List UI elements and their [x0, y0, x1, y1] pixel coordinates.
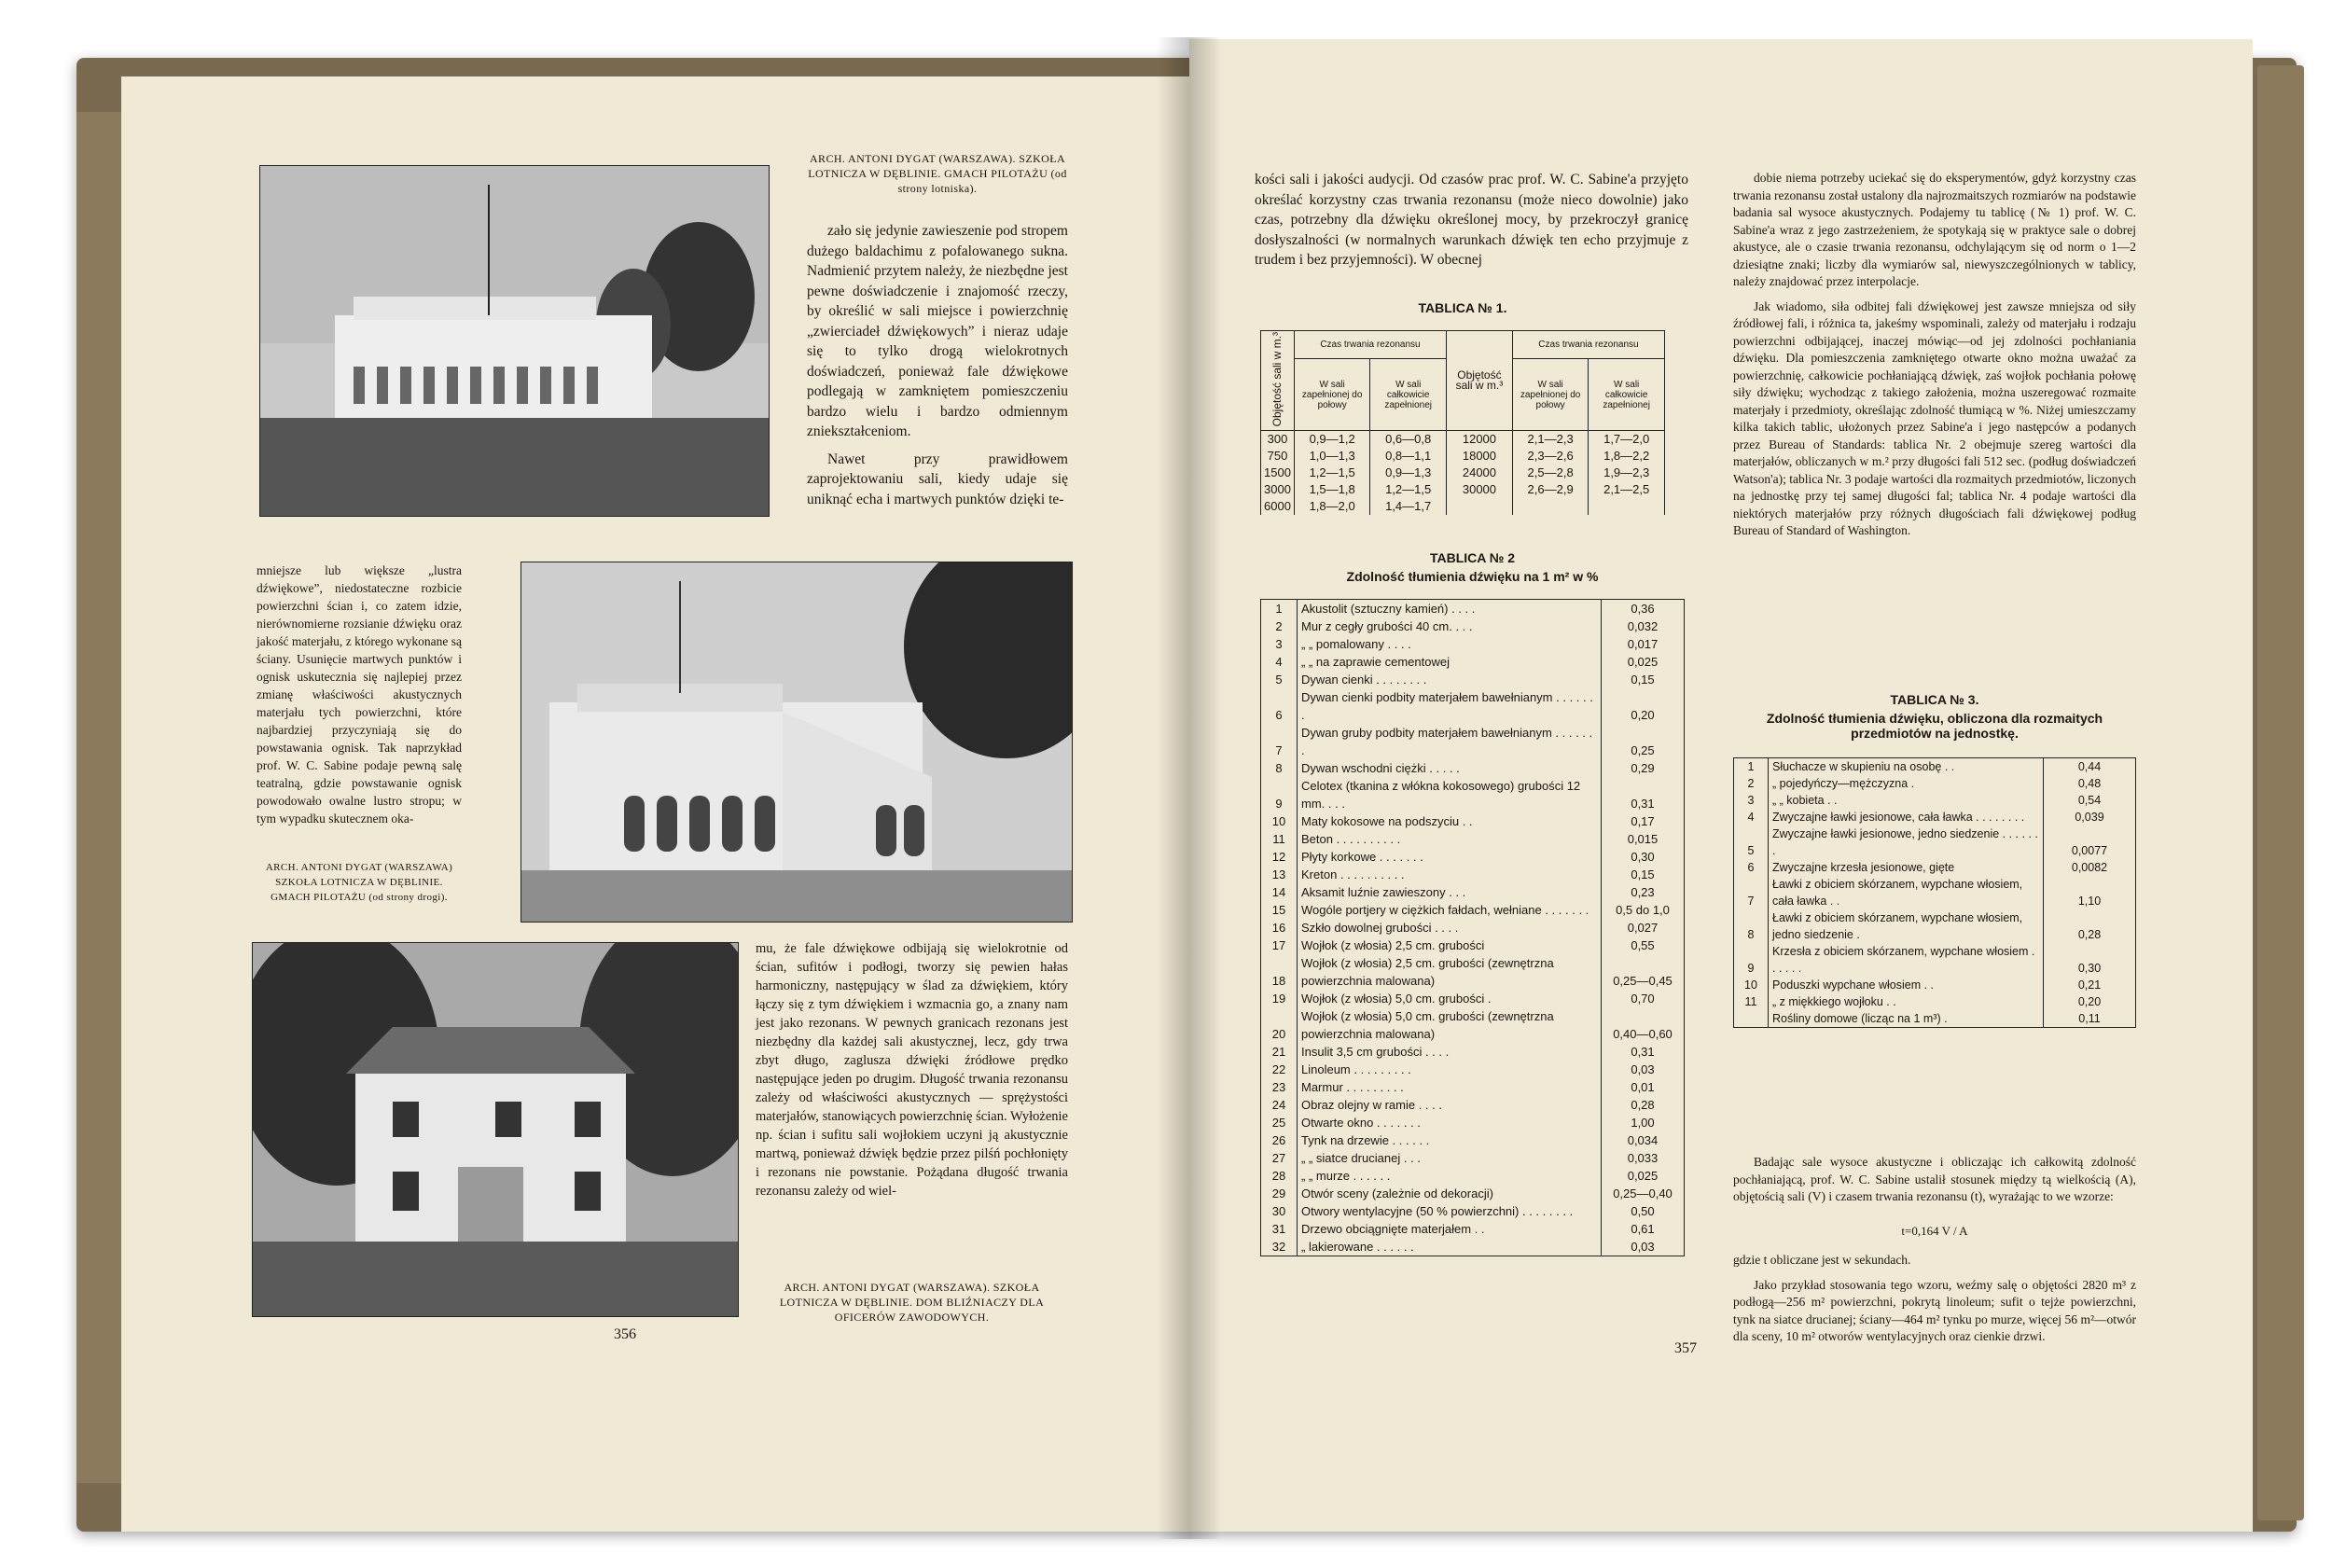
table-cell: 1,8—2,0	[1294, 498, 1369, 515]
table-cell: 6000	[1261, 498, 1295, 515]
table-row	[1261, 848, 1685, 866]
table-row	[1261, 1007, 1685, 1043]
paragraph: mu, że fale dźwiękowe odbijają się wielokrotnie od ścian, sufitów i podłogi, tworzy się pewien hałas harmoniczny, następujący w ślad za dźwiękiem, który łączy się z tym dźwiękiem i wzmacnia go, a znany nam jest jako rezonans. W pewnych granicach rezonans jest niezbędny dla każdej sali akustycznej, lecz, gdy trwa zbyt długo, zaglusza dźwięki źródłowe prędko następujące jeden po drugim. Długość trwania rezonansu zależy od właściwości akustycznych — sprężystości materjałów, stanowiących powierzchnię ścian. Wyłożenie np. ścian i sufitu sali wojłokiem uczyni ją akustycznie martwą, ponieważ dźwięk będzie przez pilśń pochłonięty i rezonans nie powstanie. Pożądana długość trwania rezonansu zależy od wiel-	[756, 941, 1068, 1199]
table-cell: Dywan cienki podbity materjałem bawełnianym . . . . . . .	[1301, 690, 1593, 722]
table1-header-time: Czas trwania rezonansu	[1294, 331, 1446, 359]
left-column-1	[807, 221, 1068, 517]
table-cell: 0,70	[1602, 990, 1685, 1007]
table-cell: 0,48	[2044, 775, 2136, 792]
table-cell: 3	[1734, 792, 1769, 809]
right-page	[1189, 39, 2253, 1532]
table-cell: 0,28	[1602, 1096, 1685, 1114]
table-cell: 2	[1261, 617, 1298, 635]
table-cell: „ z miękkiego wojłoku . .	[1772, 995, 1896, 1008]
table-cell: Rośliny domowe (licząc na 1 m³) .	[1772, 1012, 1948, 1025]
table1-header-half: W sali zapełnionej do połowy	[1294, 359, 1369, 431]
table-cell: 0,039	[2044, 809, 2136, 826]
table-cell: 14	[1261, 883, 1298, 901]
table-row	[1261, 954, 1685, 990]
table-cell: Krzesła z obiciem skórzanem, wypchane włosiem . . . . . .	[1772, 945, 2035, 975]
table-cell: 15	[1261, 901, 1298, 919]
table2	[1260, 599, 1685, 1256]
table-cell: 0,11	[2044, 1010, 2136, 1028]
table2-title: TABLICA № 2	[1429, 550, 1516, 565]
table-row	[1261, 1202, 1685, 1220]
table-cell: „ pojedyńczy—mężczyzna .	[1772, 777, 1915, 790]
table-cell: Szkło dowolnej grubości . . . .	[1301, 921, 1459, 935]
table-row	[1261, 777, 1685, 812]
table-cell: 0,032	[1602, 617, 1685, 635]
table-row	[1261, 883, 1685, 901]
table-cell: 0,6—0,8	[1370, 431, 1447, 449]
table1-header-volume: Objętość sali w m.³	[1261, 331, 1295, 431]
table-cell	[1734, 1010, 1769, 1028]
table-cell: Drzewo obciągnięte materjałem . .	[1301, 1222, 1485, 1236]
table-cell: 28	[1261, 1167, 1298, 1185]
table-row	[1261, 1167, 1685, 1185]
table-cell: 0,0077	[2044, 826, 2136, 859]
table-cell: 0,28	[2044, 909, 2136, 943]
table-cell: 0,027	[1602, 919, 1685, 937]
table-cell: Akustolit (sztuczny kamień) . . . .	[1301, 602, 1476, 616]
table-cell: 6	[1261, 688, 1298, 724]
table-row	[1261, 830, 1685, 848]
table-row	[1261, 724, 1685, 759]
table-cell: 1,2—1,5	[1294, 465, 1369, 481]
table1-header-full-2: W sali całkowicie zapełnionej	[1589, 359, 1665, 431]
table-cell: 750	[1261, 448, 1295, 465]
table-cell: 0,0082	[2044, 859, 2136, 876]
table-cell: 10	[1734, 977, 1769, 993]
table-cell: 0,015	[1602, 830, 1685, 848]
table-cell: 32	[1261, 1238, 1298, 1256]
right-column-1	[1255, 170, 1688, 278]
table-cell: 0,9—1,2	[1294, 431, 1369, 449]
table-cell: 11	[1261, 830, 1298, 848]
table-cell: 1	[1734, 758, 1769, 776]
table-cell: Marmur . . . . . . . . .	[1301, 1080, 1404, 1094]
table-cell: Mur z cegły grubości 40 cm. . . .	[1301, 619, 1473, 633]
table-cell: 26	[1261, 1131, 1298, 1149]
table-cell: 2	[1734, 775, 1769, 792]
table-cell: Ławki z obiciem skórzanem, wypchane włosiem, jedno siedzenie .	[1772, 911, 2023, 941]
table-cell: 0,15	[1602, 866, 1685, 883]
table-cell: 0,40—0,60	[1602, 1007, 1685, 1043]
photo-pilotaz-airfield	[259, 165, 770, 517]
table-cell: 1,9—2,3	[1589, 465, 1665, 481]
table-cell: 0,31	[1602, 1043, 1685, 1061]
table-cell: 18000	[1446, 448, 1512, 465]
table-cell: 9	[1261, 777, 1298, 812]
table-cell: Wojłok (z włosia) 5,0 cm. grubości (zewnętrzna powierzchnia malowana)	[1301, 1009, 1554, 1041]
table-cell: 0,17	[1602, 812, 1685, 830]
table-cell: „ lakierowane . . . . . .	[1301, 1240, 1414, 1254]
table-row	[1734, 1010, 2136, 1028]
table-cell: 0,20	[1602, 688, 1685, 724]
table-cell: „ „ na zaprawie cementowej	[1301, 655, 1450, 669]
table-cell: 31	[1261, 1220, 1298, 1238]
table-cell: Zwyczajne ławki jesionowe, jedno siedzenie . . . . . . .	[1772, 827, 2038, 857]
photo-pilotaz-road	[521, 562, 1073, 923]
table-cell: 0,8—1,1	[1370, 448, 1447, 465]
table-row	[1734, 859, 2136, 876]
left-column-3	[756, 939, 1068, 1208]
table-row	[1261, 1220, 1685, 1238]
table-row	[1261, 617, 1685, 635]
table-cell: Dywan cienki . . . . . . . .	[1301, 673, 1427, 687]
table-row	[1734, 758, 2136, 776]
paragraph: kości sali i jakości audycji. Od czasów prac prof. W. C. Sabine'a przyjęto określać korzystny czas trwania rezonansu (może nieco dowolnie) jako czas, potrzebny dla dźwięku określonej mocy, by przekroczył granicę dosłyszalności (w normalnych warunkach dźwięk ten echo przyjmuje z trudem i bez przyjemności). W obecnej	[1255, 172, 1688, 268]
table-cell: 17	[1261, 937, 1298, 954]
photo3-caption: ARCH. ANTONI DYGAT (WARSZAWA). SZKOŁA LOTNICZA W DĘBLINIE. DOM BLIŹNIACZY DLA OFICERÓW ZAWODOWYCH.	[779, 1281, 1045, 1324]
table-cell: 4	[1734, 809, 1769, 826]
table-row	[1261, 901, 1685, 919]
table-cell: 2,1—2,3	[1512, 431, 1588, 449]
table-cell: 0,01	[1602, 1078, 1685, 1096]
table3	[1733, 757, 2136, 1028]
table-cell: „ „ murze . . . . . .	[1301, 1169, 1391, 1183]
table-row	[1261, 498, 1665, 515]
photo1-caption: ARCH. ANTONI DYGAT (WARSZAWA). SZKOŁA LOTNICZA W DĘBLINIE. GMACH PILOTAŻU (od strony lotniska).	[808, 152, 1067, 195]
left-page	[121, 76, 1191, 1532]
table-cell: 2,6—2,9	[1512, 481, 1588, 498]
table-cell: 12	[1261, 848, 1298, 866]
table-cell: 300	[1261, 431, 1295, 449]
table-cell: 0,20	[2044, 993, 2136, 1010]
right-column-4	[1733, 1252, 2136, 1353]
table-row	[1261, 1043, 1685, 1061]
table-row	[1261, 653, 1685, 671]
table-cell: 0,61	[1602, 1220, 1685, 1238]
table-cell: 0,025	[1602, 1167, 1685, 1185]
table-cell: 0,025	[1602, 653, 1685, 671]
table1-header-full: W sali całkowicie zapełnionej	[1370, 359, 1447, 431]
table-cell: 0,44	[2044, 758, 2136, 776]
table-cell: 24000	[1446, 465, 1512, 481]
table-row	[1261, 990, 1685, 1007]
table-cell: 1	[1261, 600, 1298, 618]
table1-header-volume-2: Objętość sali w m.³	[1446, 331, 1512, 431]
formula: t=0,164 V / A	[1901, 1224, 1968, 1238]
table-cell	[1512, 498, 1588, 515]
table-cell: 23	[1261, 1078, 1298, 1096]
paragraph: dobie niema potrzeby uciekać się do eksperymentów, gdyż korzystny czas trwania rezonansu został ustalony dla najrozmaitszych rozmiarów na podstawie badania sal wysoce akustycznych. Podajemy tu tablicę (№ 1) prof. W. C. Sabine'a wraz z jego zastrzeżeniem, że spotykają się w praktyce sale o dobrej akustyce, ale o czasie trwania rezonansu, odchylającym się od norm o 1—2 dziesiątne znaki; liczby dla wymiarów sal, niewyszczególnionych w tablicy, należy znajdować przez interpolacje.	[1733, 171, 2136, 288]
table-cell: Dywan gruby podbity materjałem bawełnianym . . . . . . .	[1301, 726, 1593, 757]
table-cell: 29	[1261, 1185, 1298, 1202]
paragraph: Nawet przy prawidłowem zaprojektowaniu sali, kiedy udaje się uniknąć echa i martwych punktów dzięki te-	[807, 451, 1068, 507]
table-cell: Kreton . . . . . . . . . .	[1301, 867, 1405, 881]
table-cell: 1,7—2,0	[1589, 431, 1665, 449]
table-cell: Dywan wschodni ciężki . . . . .	[1301, 761, 1460, 775]
table-cell: 8	[1261, 759, 1298, 777]
table-cell	[1589, 498, 1665, 515]
table-cell: 12000	[1446, 431, 1512, 449]
table-cell: „ „ pomalowany . . . .	[1301, 637, 1411, 651]
table-cell: 0,54	[2044, 792, 2136, 809]
table-cell: Linoleum . . . . . . . . .	[1301, 1062, 1411, 1076]
table-cell: „ „ siatce drucianej . . .	[1301, 1151, 1421, 1165]
table-cell: 8	[1734, 909, 1769, 943]
table-row	[1261, 1096, 1685, 1114]
table-cell: 19	[1261, 990, 1298, 1007]
right-column-2	[1733, 170, 2136, 548]
table-cell: 1,2—1,5	[1370, 481, 1447, 498]
paragraph: Jak wiadomo, siła odbitej fali dźwiękowej jest zawsze mniejsza od siły źródłowej fali, i różnica ta, jakeśmy wspominali, zależy od materjału i rodzaju powierzchni odbijającej, inaczej mówiąc—od jej zdolności pochłaniania dźwięku. Dla pomieszczenia zamkniętego otwarte okno można uważać za powierzchnię, całkowicie pochłaniającą dźwięk, zaś wojłok pochłania połowę siły dźwięku; wychodząc z takiego założenia, można uszeregować rozmaite materjały i przedmioty, określając zdolność tłumiącą w %. Niżej umieszczamy kilka takich tablic, ułożonych przez Sabine'a i jego następców a podanych przez Bureau of Standards: tablica Nr. 2 obejmuje szereg wartości dla materjałów, obliczanych w m.² przy długości fali 512 sec. (podług doświadczeń Watson'a); tablica Nr. 3 podaje wartości dla rozmaitych przedmiotów, liczonych na jednostkę przy tej samej długości fal; tablica Nr. 4 podaje wartości dla niektórych materjałów przy różnych długościach fali dźwiękowej podług Bureau of Standard of Washington.	[1733, 298, 2136, 537]
table-cell: 20	[1261, 1007, 1298, 1043]
table-cell: 1,00	[1602, 1114, 1685, 1131]
table-cell: Obraz olejny w ramie . . . .	[1301, 1098, 1442, 1112]
table-cell: Celotex (tkanina z włókna kokosowego) grubości 12 mm. . . .	[1301, 779, 1581, 811]
book-gutter	[1157, 37, 1222, 1539]
paragraph: zało się jedynie zawieszenie pod stropem dużego baldachimu z pofalowanego sukna. Nadmienić przytem należy, że niezbędne jest pewne doświadczenie i znajomość rzeczy, by określić w sali miejsce i powierzchnię „zwierciadeł dźwiękowych” i nieraz udaje się to tylko drogą wielokrotnych doświadczeń, ponieważ fale dźwiękowe podlegają w zamkniętem pomieszczeniu bardzo wielu i bardzo odmiennym zniekształceniom.	[807, 223, 1068, 439]
table-row	[1261, 919, 1685, 937]
table-cell: 9	[1734, 943, 1769, 977]
table-row	[1734, 993, 2136, 1010]
table-cell: Wojłok (z włosia) 5,0 cm. grubości .	[1301, 992, 1492, 1006]
table-cell: 21	[1261, 1043, 1298, 1061]
table-cell: Poduszki wypchane włosiem . .	[1772, 978, 1934, 992]
table-row	[1734, 826, 2136, 859]
table-cell: 0,30	[2044, 943, 2136, 977]
table-cell: Ławki z obiciem skórzanem, wypchane włosiem, cała ławka . .	[1772, 878, 2023, 908]
table-cell: 0,23	[1602, 883, 1685, 901]
table-row	[1734, 809, 2136, 826]
table-cell: 0,5 do 1,0	[1602, 901, 1685, 919]
table-cell: „ „ kobieta . .	[1772, 794, 1838, 807]
table-cell: 0,03	[1602, 1238, 1685, 1256]
table-cell: Tynk na drzewie . . . . . .	[1301, 1133, 1430, 1147]
table-row	[1261, 866, 1685, 883]
table1-header-time-2: Czas trwania rezonansu	[1512, 331, 1664, 359]
table-row	[1261, 1061, 1685, 1078]
table-cell: Otwór sceny (zależnie od dekoracji)	[1301, 1186, 1493, 1200]
table-cell: 1,8—2,2	[1589, 448, 1665, 465]
table-cell: 0,9—1,3	[1370, 465, 1447, 481]
page-number-right: 357	[1674, 1340, 1697, 1356]
table-row	[1261, 688, 1685, 724]
table-cell: 27	[1261, 1149, 1298, 1167]
left-column-2	[257, 562, 462, 835]
table-cell: 16	[1261, 919, 1298, 937]
table3-title: TABLICA № 3.	[1890, 692, 1979, 707]
cover-edge-right	[2257, 65, 2304, 1520]
table-cell: 0,033	[1602, 1149, 1685, 1167]
table-row	[1261, 812, 1685, 830]
table-cell: 0,36	[1602, 600, 1685, 618]
table-row	[1261, 600, 1685, 618]
table1-header-half-2: W sali zapełnionej do połowy	[1512, 359, 1588, 431]
table-cell: 0,034	[1602, 1131, 1685, 1149]
table-cell: 24	[1261, 1096, 1298, 1114]
photo2-caption: ARCH. ANTONI DYGAT (WARSZAWA) SZKOŁA LOTNICZA W DĘBLINIE. GMACH PILOTAŻU (od strony drogi).	[265, 862, 453, 903]
table-cell: 13	[1261, 866, 1298, 883]
table-cell: Wojłok (z włosia) 2,5 cm. grubości	[1301, 938, 1485, 952]
table-cell: Aksamit luźnie zawieszony . . .	[1301, 885, 1466, 899]
table3-subtitle: Zdolność tłumienia dźwięku, obliczona dla rozmaitych przedmiotów na jednostkę.	[1766, 711, 2103, 741]
table-row	[1261, 1078, 1685, 1096]
table-row	[1261, 937, 1685, 954]
table-cell: 1,5—1,8	[1294, 481, 1369, 498]
table-cell: 7	[1261, 724, 1298, 759]
table-row	[1261, 1149, 1685, 1167]
photo-officers-house	[252, 942, 739, 1317]
table-cell: 11	[1734, 993, 1769, 1010]
table-cell: 0,25—0,40	[1602, 1185, 1685, 1202]
table-row	[1261, 1114, 1685, 1131]
paragraph: gdzie t obliczane jest w sekundach.	[1733, 1253, 1911, 1267]
table-row	[1261, 431, 1665, 449]
table-cell: 0,25	[1602, 724, 1685, 759]
table-cell: Zwyczajne ławki jesionowe, cała ławka . . . . . . . .	[1772, 811, 2025, 824]
table-cell: 5	[1734, 826, 1769, 859]
table-cell: Słuchacze w skupieniu na osobę . .	[1772, 760, 1955, 773]
paragraph: Jako przykład stosowania tego wzoru, weźmy salę o objętości 2820 m³ z podłogą—256 m² powierzchni, pokrytą linoleum; sufit o tejże powierzchni, tynk na siatce drucianej; ściany—464 m² tynku po murze, więcej 56 m²—otwór dla sceny, 10 m² otworów wentylacyjnych oraz cienkie drzwi.	[1733, 1277, 2136, 1343]
table-row	[1261, 1131, 1685, 1149]
table-row	[1734, 977, 2136, 993]
table-cell: Otwory wentylacyjne (50 % powierzchni) . . . . . . . .	[1301, 1204, 1574, 1218]
table-row	[1734, 943, 2136, 977]
table-row	[1261, 1238, 1685, 1256]
page-number-left: 356	[614, 1326, 636, 1342]
table-cell: 2,3—2,6	[1512, 448, 1588, 465]
right-column-3	[1733, 1154, 2136, 1214]
table-cell: 0,31	[1602, 777, 1685, 812]
table-cell: Insulit 3,5 cm grubości . . . .	[1301, 1045, 1450, 1059]
table-cell: 30000	[1446, 481, 1512, 498]
table-cell: 0,30	[1602, 848, 1685, 866]
table-cell: Zwyczajne krzesła jesionowe, gięte	[1772, 861, 1955, 874]
table-row	[1261, 448, 1665, 465]
table-cell: 1,0—1,3	[1294, 448, 1369, 465]
paragraph: Badając sale wysoce akustyczne i obliczając ich całkowitą zdolność pochłaniającą, prof. W. C. Sabine ustalił stosunek między tą wielkością (A), objętością sali (V) i czasem trwania rezonansu (t), wyrażając to we wzorze:	[1733, 1155, 2136, 1203]
table-cell: 2,5—2,8	[1512, 465, 1588, 481]
table-cell: 1,4—1,7	[1370, 498, 1447, 515]
table-cell: 6	[1734, 859, 1769, 876]
table-cell: 0,29	[1602, 759, 1685, 777]
table-cell: Wojłok (z włosia) 2,5 cm. grubości (zewnętrzna powierzchnia malowana)	[1301, 956, 1554, 988]
table-cell: Wogóle portjery w ciężkich fałdach, wełniane . . . . . . .	[1301, 903, 1589, 917]
table-cell: 0,21	[2044, 977, 2136, 993]
table-cell: Beton . . . . . . . . . .	[1301, 832, 1401, 846]
table-row	[1734, 876, 2136, 909]
table-cell: 5	[1261, 671, 1298, 688]
table-cell: 7	[1734, 876, 1769, 909]
table-cell: 3000	[1261, 481, 1295, 498]
table-cell: 0,03	[1602, 1061, 1685, 1078]
table-cell: Maty kokosowe na podszyciu . .	[1301, 814, 1473, 828]
table-row	[1261, 759, 1685, 777]
table-cell: 1,10	[2044, 876, 2136, 909]
table-cell: 18	[1261, 954, 1298, 990]
table-cell: 0,25—0,45	[1602, 954, 1685, 990]
table-row	[1261, 481, 1665, 498]
table-row	[1261, 635, 1685, 653]
table-row	[1734, 792, 2136, 809]
table1	[1260, 330, 1665, 515]
table-cell: 2,1—2,5	[1589, 481, 1665, 498]
table-cell: 1500	[1261, 465, 1295, 481]
table1-title: TABLICA № 1.	[1418, 300, 1507, 315]
table-cell: 3	[1261, 635, 1298, 653]
table-row	[1261, 465, 1665, 481]
table-cell: 4	[1261, 653, 1298, 671]
table-row	[1261, 1185, 1685, 1202]
table-cell: 0,55	[1602, 937, 1685, 954]
table-cell: 0,50	[1602, 1202, 1685, 1220]
table-row	[1734, 909, 2136, 943]
table-cell: 25	[1261, 1114, 1298, 1131]
table-cell: 30	[1261, 1202, 1298, 1220]
table-cell: 0,017	[1602, 635, 1685, 653]
paragraph: mniejsze lub większe „lustra dźwiękowe”, niedostateczne rozbicie powierzchni ścian i, co zatem idzie, nierównomierne rozsianie dźwięku oraz jakość materjału, z którego wykonane są ściany. Usunięcie martwych punktów i ognisk uskutecznia się najlepiej przez zmianę właściwości akustycznych materjału tych powierzchni, które najbardziej przyczyniają się do powstawania ognisk. Tak naprzykład prof. W. C. Sabine podaje pewną salę teatralną, gdzie powstawanie ognisk powodowało owalne lustro stropu; w tym wypadku skutecznem oka-	[257, 563, 462, 826]
table-cell	[1446, 498, 1512, 515]
table-cell: Otwarte okno . . . . . . .	[1301, 1116, 1421, 1130]
table-cell: Płyty korkowe . . . . . . .	[1301, 850, 1423, 864]
table-cell: 22	[1261, 1061, 1298, 1078]
table-row	[1734, 775, 2136, 792]
table2-subtitle: Zdolność tłumienia dźwięku na 1 m² w %	[1346, 569, 1599, 584]
table-row	[1261, 671, 1685, 688]
table-cell: 0,15	[1602, 671, 1685, 688]
table-cell: 10	[1261, 812, 1298, 830]
